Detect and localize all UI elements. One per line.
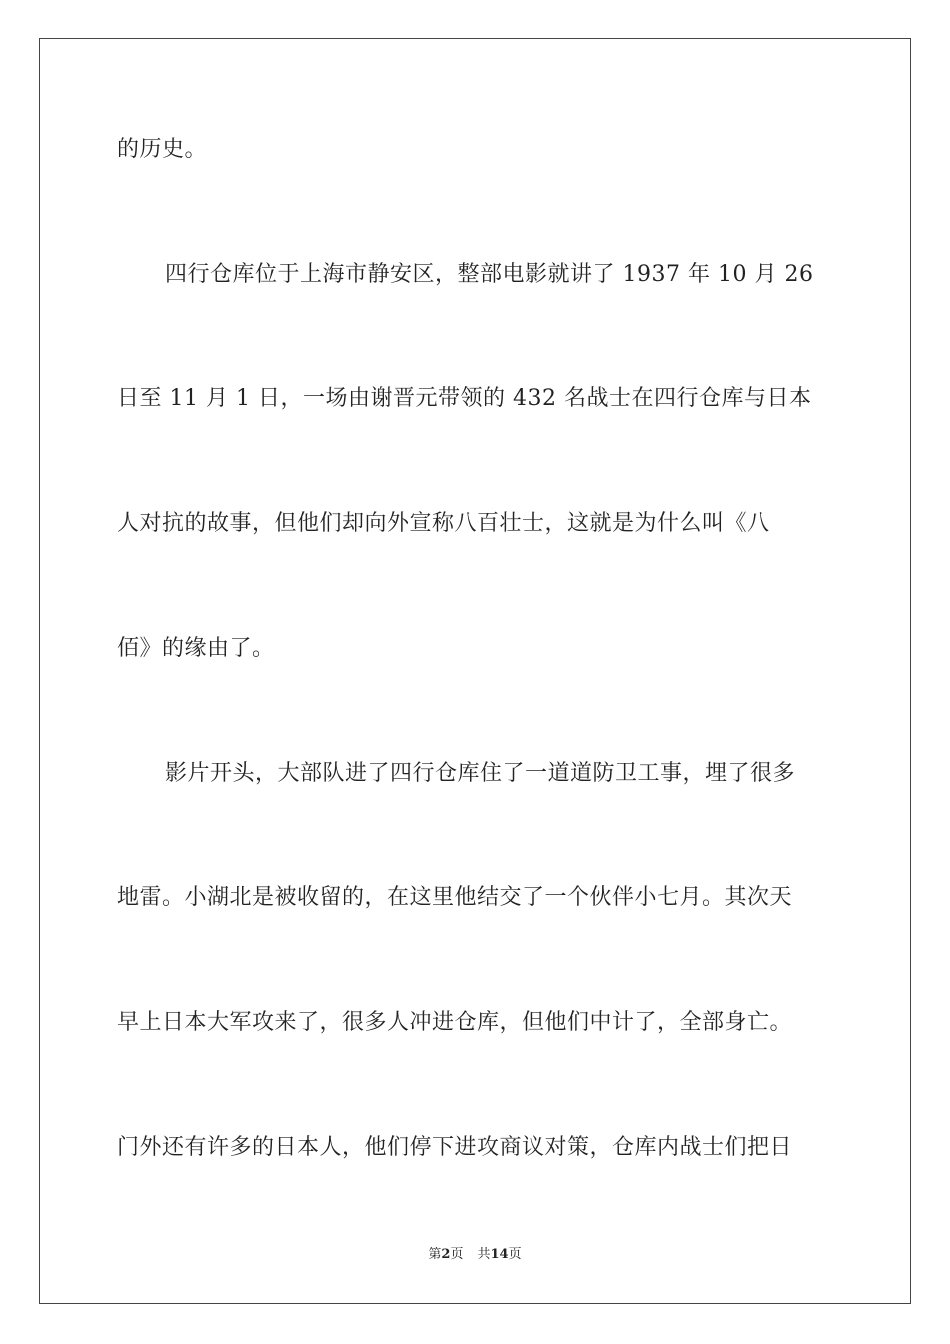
text-line: 佰》的缘由了。: [117, 636, 275, 661]
text-line: 日至 11 月 1 日，一场由谢晋元带领的 432 名战士在四行仓库与日本: [117, 386, 812, 411]
page-footer: [0, 1246, 950, 1264]
page-number-total: 14: [490, 1247, 509, 1262]
text-line: 影片开头，大部队进了四行仓库住了一道道防卫工事，埋了很多: [165, 761, 796, 786]
text-line: 的历史。: [117, 137, 208, 162]
page-total-suffix: 页: [508, 1247, 522, 1262]
page-number-current: 2: [441, 1247, 451, 1262]
page-number-suffix: 页: [450, 1247, 464, 1262]
text-line: 地雷。小湖北是被收留的，在这里他结交了一个伙伴小七月。其次天: [117, 885, 793, 910]
text-line: 人对抗的故事，但他们却向外宣称八百壮士，这就是为什么叫《八: [117, 511, 770, 536]
page-total-prefix: 共: [477, 1247, 491, 1262]
page-number-prefix: 第: [428, 1247, 442, 1262]
text-line: 门外还有许多的日本人，他们停下进攻商议对策，仓库内战士们把日: [117, 1135, 793, 1160]
page-border: [39, 38, 911, 1304]
text-line: 四行仓库位于上海市静安区，整部电影就讲了 1937 年 10 月 26: [165, 262, 814, 287]
text-line: 早上日本大军攻来了，很多人冲进仓库，但他们中计了，全部身亡。: [117, 1010, 793, 1035]
